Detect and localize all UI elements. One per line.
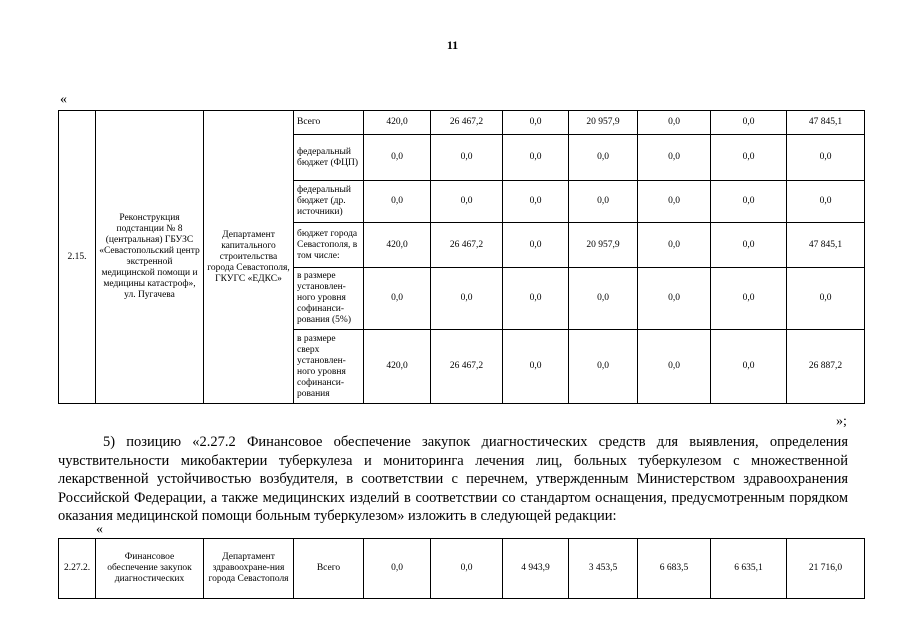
value-cell: 420,0 xyxy=(364,223,431,268)
open-quote-2: « xyxy=(96,522,103,537)
total-cell: 0,0 xyxy=(787,268,865,330)
value-cell: 0,0 xyxy=(503,181,569,223)
value-cell: 0,0 xyxy=(431,268,503,330)
value-cell: 0,0 xyxy=(569,330,638,404)
total-cell: 0,0 xyxy=(787,181,865,223)
position-name: Реконструкция подстанции № 8 (центральная) ГБУЗС «Севастопольский центр экстренной медицинской помощи и медицины катастроф», ул. Пугачева xyxy=(96,111,204,404)
total-cell: 0,0 xyxy=(787,135,865,181)
value-cell: 0,0 xyxy=(503,223,569,268)
value-cell: 0,0 xyxy=(569,135,638,181)
value-cell: 0,0 xyxy=(503,111,569,135)
close-mark: »; xyxy=(836,414,847,429)
value-cell: 0,0 xyxy=(364,539,431,599)
funding-source: в размере установлен-ного уровня софинанси-рования (5%) xyxy=(294,268,364,330)
value-cell: 26 467,2 xyxy=(431,111,503,135)
value-cell: 0,0 xyxy=(364,181,431,223)
table-row xyxy=(59,111,865,135)
value-cell: 0,0 xyxy=(431,135,503,181)
value-cell: 3 453,5 xyxy=(569,539,638,599)
value-cell: 0,0 xyxy=(364,268,431,330)
total-cell: 21 716,0 xyxy=(787,539,865,599)
value-cell: 420,0 xyxy=(364,111,431,135)
table-row xyxy=(59,539,865,599)
value-cell: 0,0 xyxy=(503,268,569,330)
value-cell: 0,0 xyxy=(711,135,787,181)
value-cell: 0,0 xyxy=(503,330,569,404)
value-cell: 6 683,5 xyxy=(638,539,711,599)
value-cell: 0,0 xyxy=(711,223,787,268)
value-cell: 0,0 xyxy=(431,181,503,223)
value-cell: 0,0 xyxy=(503,135,569,181)
value-cell: 0,0 xyxy=(638,111,711,135)
value-cell: 0,0 xyxy=(638,223,711,268)
value-cell: 20 957,9 xyxy=(569,223,638,268)
total-cell: 47 845,1 xyxy=(787,111,865,135)
funding-source: Всего xyxy=(294,111,364,135)
table-2-15 xyxy=(58,110,865,404)
value-cell: 0,0 xyxy=(431,539,503,599)
value-cell: 0,0 xyxy=(711,111,787,135)
value-cell: 26 467,2 xyxy=(431,223,503,268)
value-cell: 26 467,2 xyxy=(431,330,503,404)
total-cell: 47 845,1 xyxy=(787,223,865,268)
value-cell: 0,0 xyxy=(638,330,711,404)
value-cell: 0,0 xyxy=(711,268,787,330)
value-cell: 0,0 xyxy=(638,268,711,330)
value-cell: 0,0 xyxy=(569,181,638,223)
funding-source: в размере сверх установлен-ного уровня софинанси-рования xyxy=(294,330,364,404)
position-number: 2.27.2. xyxy=(59,539,96,599)
page-number: 11 xyxy=(446,38,459,52)
funding-source: федеральный бюджет (др. источники) xyxy=(294,181,364,223)
value-cell: 4 943,9 xyxy=(503,539,569,599)
value-cell: 420,0 xyxy=(364,330,431,404)
executor: Департамент здравоохране-ния города Севастополя xyxy=(204,539,294,599)
value-cell: 0,0 xyxy=(711,181,787,223)
value-cell: 0,0 xyxy=(638,135,711,181)
value-cell: 0,0 xyxy=(569,268,638,330)
amendment-paragraph: 5) позицию «2.27.2 Финансовое обеспечение закупок диагностических средств для выявления, определения чувствительности микобактерии туберкулеза и мониторинга лечения лиц, больных туберкулезом с множественной лекарственной устойчивостью возбудителя, в соответствии с перечнем, утвержденным Министерством здравоохранения Российской Федерации, а также медицинских изделий в соответствии со стандартом оснащения, предусмотренным порядком оказания медицинской помощи больным туберкулезом» изложить в следующей редакции: xyxy=(58,434,848,525)
table-2-27-2 xyxy=(58,538,865,599)
executor: Департамент капитального строительства города Севастополя, ГКУГС «ЕДКС» xyxy=(204,111,294,404)
position-number: 2.15. xyxy=(59,111,96,404)
value-cell: 0,0 xyxy=(711,330,787,404)
value-cell: 6 635,1 xyxy=(711,539,787,599)
open-quote-1: « xyxy=(60,92,67,107)
funding-source: бюджет города Севастополя, в том числе: xyxy=(294,223,364,268)
value-cell: 0,0 xyxy=(638,181,711,223)
funding-source: федеральный бюджет (ФЦП) xyxy=(294,135,364,181)
funding-source: Всего xyxy=(294,539,364,599)
value-cell: 20 957,9 xyxy=(569,111,638,135)
total-cell: 26 887,2 xyxy=(787,330,865,404)
value-cell: 0,0 xyxy=(364,135,431,181)
position-name: Финансовое обеспечение закупок диагностических xyxy=(96,539,204,599)
